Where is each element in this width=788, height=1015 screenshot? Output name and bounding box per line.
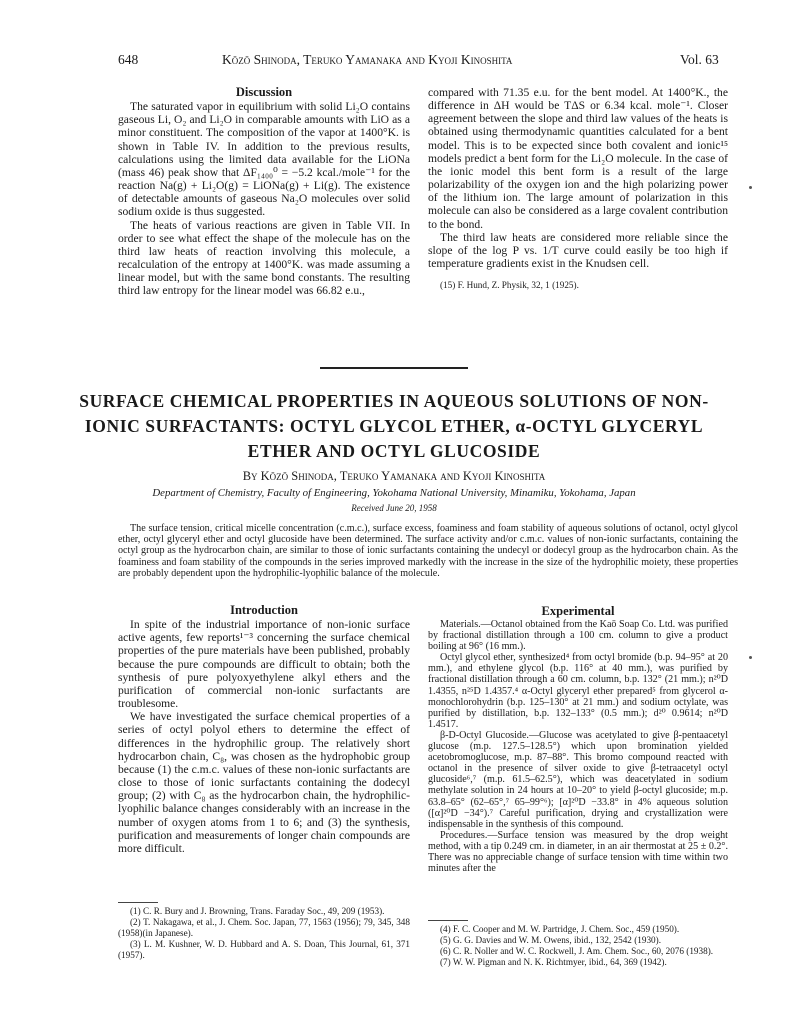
paragraph: We have investigated the surface chemical properties of a series of octyl polyol ethers to determine the effect of differences in the hydrophilic group. The relatively short hydrocarbon chain, C₈, was chosen as the hydrophobic group because (1) the c.m.c. values of these non-ionic surfactants are close to those of ionic surfactants containing the dodecyl group; (2) with C₈ as the hydrocarbon chain, the hydrophilic-lyophilic balance changes considerably with an increase in the number of oxygen atoms from 1 to 6; and (3) the synthesis, purification and measurements of longer chain compounds are more difficult. [118, 710, 410, 855]
affiliation: Department of Chemistry, Faculty of Engineering, Yokohama National University, Minamiku, Yokohama, Japan [152, 487, 636, 499]
paragraph: The saturated vapor in equilibrium with solid Li₂O contains gaseous Li, O₂ and Li₂O in comparable amounts with LiO as a minor constituent. The composition of the vapor at 1400°K. is shown in Table IV. In addition to the previous results, calculations using the limited data available for the LiONa (mass 46) peak show that ΔF₁₄₀₀⁰ = −5.2 kcal./mole⁻¹ for the reaction Na(g) + Li₂O(g) = LiONa(g) + Li(g). The existence of detectable amounts of gaseous Na₂O molecules over solid sodium oxide is thus suggested. [118, 100, 410, 219]
prev-right-column [428, 86, 728, 291]
volume-label: Vol. 63 [680, 52, 719, 67]
footnote-rule [428, 920, 468, 921]
abstract: The surface tension, critical micelle concentration (c.m.c.), surface excess, foaminess and foam stability of aqueous solutions of octanol, octyl glycol ether, octyl glyceryl ether and octyl glucoside have been determined. The surface activity and/or c.m.c. values of non-ionic surfactants, containing the octyl group as the hydrocarbon chain, are similar to those of ionic surfactants containing the undecyl or dodecyl group as the hydrocarbon chain. As the foaminess and foam stability of the compounds in the series improved markedly with the increase in the size of the hydrophilic moiety, these properties are probably dependent upon the hydrophilic-lyophilic balance of the molecule. [118, 523, 738, 579]
page-number: 648 [118, 52, 139, 67]
article-title [60, 389, 728, 464]
title-line: SURFACE CHEMICAL PROPERTIES IN AQUEOUS SOLUTIONS OF NON- [79, 391, 709, 411]
footnote: (15) F. Hund, Z. Physik, 32, 1 (1925). [440, 280, 579, 291]
experimental-footnotes [428, 924, 728, 968]
title-line: ETHER AND OCTYL GLUCOSIDE [247, 441, 541, 461]
footnote-rule [118, 902, 158, 903]
discussion-heading: Discussion [235, 85, 293, 99]
experimental-column [428, 604, 728, 874]
margin-mark [749, 656, 752, 659]
paragraph: Octyl glycol ether, synthesized⁴ from octyl bromide (b.p. 94–95° at 20 mm.), and ethylene glycol (b.p. 116° at 40 mm.), was purified by fractional distillation through a 60 cm. column, b.p. 132° (21 mm.); n²⁰D 1.4355, n²⁵D 1.4357.⁴ α-Octyl glyceryl ether prepared⁵ from glycerol α-monochlorohydrin (b.p. 125–130° at 21 mm.) and sodium octylate, was purified by distillation, b.p. 132–133° (0.5 mm.); d²⁰ 0.9614; n²⁰D 1.4517. [428, 652, 728, 730]
running-title: Kōzō Shinoda, Teruko Yamanaka and Kyoji Kinoshita [222, 52, 513, 67]
paragraph: The third law heats are considered more reliable since the slope of the log P vs. 1/T curve could easily be too high if temperature gradients exist in the Knudsen cell. [428, 230, 728, 271]
article-separator [320, 367, 468, 369]
footnote: (5) G. G. Davies and W. M. Owens, ibid., 132, 2542 (1930). [440, 935, 661, 945]
intro-column [118, 604, 410, 855]
received-date: Received June 20, 1958 [351, 503, 437, 513]
title-line: IONIC SURFACTANTS: OCTYL GLYCOL ETHER, α-OCTYL GLYCERYL [84, 416, 704, 436]
introduction-heading: Introduction [230, 603, 298, 617]
experimental-heading: Experimental [541, 604, 615, 618]
intro-footnotes [118, 906, 410, 961]
footnote: (1) C. R. Bury and J. Browning, Trans. Faraday Soc., 49, 209 (1953). [130, 906, 385, 916]
paragraph: β-D-Octyl Glucoside.—Glucose was acetylated to give β-pentaacetyl glucose (m.p. 127.5–128.5°) which upon bromination yielded acetobromoglucose, m.p. 87–88°. This bromo compound reacted with octanol in the presence of silver oxide to give β-tetraacetyl octyl glucoside⁶,⁷ (m.p. 61.5–62.5°), which was deacetylated in sodium methylate solution in 24 hours at 10–20° to yield β-octyl glucoside; m.p. 63.8–65° (62–65°,⁷ 65–99°⁶); [α]²⁰D −33.8° in 4% aqueous solution ([α]²⁰D −34°).⁷ Careful purification, drying and crystallization were indispensable in the synthesis of this compound. [428, 729, 728, 830]
authors: By Kōzō Shinoda, Teruko Yamanaka and Kyoji Kinoshita [242, 469, 546, 483]
footnote: (7) W. W. Pigman and N. K. Richtmyer, ibid., 64, 369 (1942). [440, 957, 667, 967]
margin-mark [749, 186, 752, 189]
paragraph: Materials.—Octanol obtained from the Kaō Soap Co. Ltd. was purified by fractional distillation through a 100 cm. column to give a product boiling at 96° (16 mm.). [428, 619, 728, 653]
footnote: (4) F. C. Cooper and M. W. Partridge, J. Chem. Soc., 459 (1950). [440, 924, 680, 934]
footnote: (3) L. M. Kushner, W. D. Hubbard and A. S. Doan, This Journal, 61, 371 (1957). [118, 939, 410, 960]
paragraph: compared with 71.35 e.u. for the bent model. At 1400°K., the difference in ΔH would be TΔS or 6.34 kcal. mole⁻¹. Closer agreement between the slope and third law values of the heats is obtained using thermodynamic quantities calculated for a bent model. This is to be expected since both covalent and ionic¹⁵ models predict a bent form for the Li₂O molecule. In the case of the ionic model this bent form is a result of the large polarizability of the oxygen ion and the high polarizing power of the lithium ion. The large amount of polarization in this molecule can also be considered as a large covalent contribution to the bond. [428, 86, 728, 231]
paragraph: Procedures.—Surface tension was measured by the drop weight method, with a tip 0.249 cm. in diameter, in an air thermostat at 25 ± 0.2°. There was no appreciable change of surface tension with time within two minutes after the [428, 829, 728, 875]
prev-left-column [118, 86, 410, 298]
footnote: (6) C. R. Noller and W. C. Rockwell, J. Am. Chem. Soc., 60, 2076 (1938). [440, 946, 714, 956]
footnote: (2) T. Nakagawa, et al., J. Chem. Soc. Japan, 77, 1563 (1956); 79, 345, 348 (1958)(in Japanese). [118, 917, 410, 938]
paragraph: In spite of the industrial importance of non-ionic surface active agents, few reports¹⁻³ concerning the surface chemical properties of the pure materials have been published, probably because the pure compounds are difficult to obtain; both the synthesis of pure polyoxyethylene alkyl ethers and the purification of commercial non-ionic surfactants are troublesome. [118, 618, 410, 711]
paragraph: The heats of various reactions are given in Table VII. In order to see what effect the shape of the molecule has on the third law heats of reaction involving this molecule, a recalculation of the entropy at 1400°K. was made assuming a linear model, but with the same bond constants. The resulting third law entropy for the linear model was 66.82 e.u., [118, 218, 410, 298]
